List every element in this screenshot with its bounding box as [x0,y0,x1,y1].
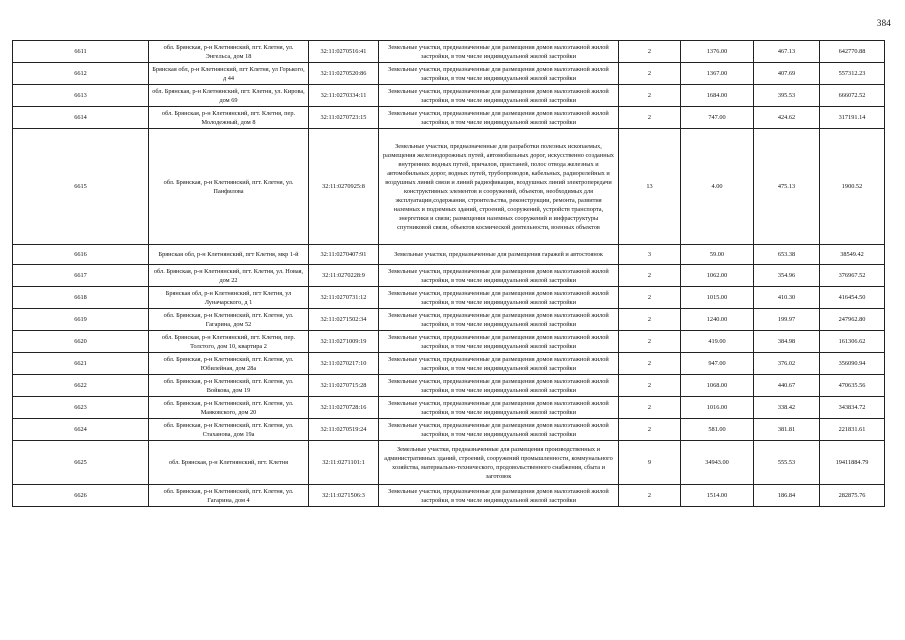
category-code-cell: 2 [619,287,681,309]
category-code-cell: 2 [619,63,681,85]
table-row [13,485,885,507]
land-use-cell: Земельные участки, предназначенные для размещения домов малоэтажной жилой застройки, в том числе индивидуальной жилой застройки [379,485,619,507]
table-row [13,85,885,107]
cadastral-number-cell: 32:11:0271502:34 [309,309,379,331]
specific-value-cell: 384.98 [754,331,820,353]
cadastral-value-cell: 38549.42 [820,245,885,265]
land-use-cell: Земельные участки, предназначенные для размещения домов малоэтажной жилой застройки, в том числе индивидуальной жилой застройки [379,107,619,129]
cadastral-value-cell: 221831.61 [820,419,885,441]
cadastral-number-cell: 32:11:0271101:1 [309,441,379,485]
cadastral-number-cell: 32:11:0270217:10 [309,353,379,375]
cadastral-value-cell: 376967.52 [820,265,885,287]
address-cell: обл. Брянская, р-н Клетнянский, пгт. Клетня, ул. Юбилейная, дом 28а [149,353,309,375]
table-row [13,63,885,85]
table-row [13,375,885,397]
category-code-cell: 13 [619,129,681,245]
row-number: 6614 [13,107,149,129]
cadastral-value-cell: 161306.62 [820,331,885,353]
category-code-cell: 2 [619,375,681,397]
category-code-cell: 2 [619,107,681,129]
cadastral-value-cell: 356090.94 [820,353,885,375]
row-number: 6617 [13,265,149,287]
page-number: 384 [876,18,891,28]
area-cell: 4.00 [681,129,754,245]
land-use-cell: Земельные участки, предназначенные для размещения домов малоэтажной жилой застройки, в том числе индивидуальной жилой застройки [379,63,619,85]
address-cell: обл. Брянская, р-н Клетнянский, пгт. Клетня, ул. Панфилова [149,129,309,245]
row-number: 6624 [13,419,149,441]
row-number: 6621 [13,353,149,375]
land-use-cell: Земельные участки, предназначенные для разработки полезных ископаемых, размещения железнодорожных путей, автомобильных дорог, искусственно созданных внутренних водных путей, причалов, пристаней, полос отвода железных и автомобильных дорог, водных путей, трубопроводов, кабельных, радиорелейных и воздушных линий связи и линий радиофикации, воздушных линий электропередачи конструктивных элементов и сооружений, объектов, необходимых для эксплуатации,содержания, строительства, реконструкции, ремонта, развития наземных и подземных зданий, строений, сооружений, устройств транспорта, энергетики и связи; размещения наземных сооружений и инфраструктуры спутниковой связи, объектов космической деятельности, военных объектов [379,129,619,245]
row-number: 6616 [13,245,149,265]
table-row [13,397,885,419]
area-cell: 947.00 [681,353,754,375]
area-cell: 419.00 [681,331,754,353]
category-code-cell: 2 [619,397,681,419]
table-row [13,129,885,245]
category-code-cell: 2 [619,85,681,107]
address-cell: Брянская обл, р-н Клетнянский, пгт Клетня, ул Горького, д 44 [149,63,309,85]
address-cell: обл. Брянская, р-н Клетнянский, пгт. Клетня, ул. Маяковского, дом 20 [149,397,309,419]
row-number: 6625 [13,441,149,485]
cadastral-number-cell: 32:11:0270723:15 [309,107,379,129]
category-code-cell: 2 [619,309,681,331]
cadastral-number-cell: 32:11:0271009:19 [309,331,379,353]
area-cell: 1684.00 [681,85,754,107]
specific-value-cell: 186.84 [754,485,820,507]
category-code-cell: 3 [619,245,681,265]
table-row [13,441,885,485]
cadastral-number-cell: 32:11:0270407:91 [309,245,379,265]
address-cell: обл. Брянская, р-н Клетнянский, пгт. Клетня, ул. Стаханова, дом 19а [149,419,309,441]
cadastral-number-cell: 32:11:0270516:41 [309,41,379,63]
row-number: 6619 [13,309,149,331]
land-use-cell: Земельные участки, предназначенные для размещения гаражей и автостоянок [379,245,619,265]
address-cell: обл. Брянская, р-н Клетнянский, пгт. Клетня, ул. Энгельса, дом 18 [149,41,309,63]
land-use-cell: Земельные участки, предназначенные для размещения домов малоэтажной жилой застройки, в том числе индивидуальной жилой застройки [379,375,619,397]
address-cell: обл. Брянская, р-н Клетнянский, пгт. Клетня, ул. Кирова, дом 69 [149,85,309,107]
category-code-cell: 2 [619,353,681,375]
cadastral-value-cell: 557312.23 [820,63,885,85]
land-use-cell: Земельные участки, предназначенные для размещения домов малоэтажной жилой застройки, в том числе индивидуальной жилой застройки [379,41,619,63]
area-cell: 1015.00 [681,287,754,309]
category-code-cell: 2 [619,419,681,441]
area-cell: 581.00 [681,419,754,441]
specific-value-cell: 407.69 [754,63,820,85]
specific-value-cell: 381.81 [754,419,820,441]
land-use-cell: Земельные участки, предназначенные для размещения домов малоэтажной жилой застройки, в том числе индивидуальной жилой застройки [379,287,619,309]
land-use-cell: Земельные участки, предназначенные для размещения домов малоэтажной жилой застройки, в том числе индивидуальной жилой застройки [379,265,619,287]
table-row [13,419,885,441]
address-cell: обл. Брянская, р-н Клетнянский, пгт. Клетня, ул. Гагарина, дом 4 [149,485,309,507]
area-cell: 1376.00 [681,41,754,63]
land-use-cell: Земельные участки, предназначенные для размещения домов малоэтажной жилой застройки, в том числе индивидуальной жилой застройки [379,353,619,375]
address-cell: обл. Брянская, р-н Клетнянский, пгт. Клетня, ул. Войкова, дом 19 [149,375,309,397]
area-cell: 1016.00 [681,397,754,419]
table-row [13,245,885,265]
address-cell: обл. Брянская, р-н Клетнянский, пгт. Клетня, пер. Толстого, дом 10, квартира 2 [149,331,309,353]
land-use-cell: Земельные участки, предназначенные для размещения домов малоэтажной жилой застройки, в том числе индивидуальной жилой застройки [379,85,619,107]
address-cell: обл. Брянская, р-н Клетнянский, пгт. Клетня, ул. Гагарина, дом 52 [149,309,309,331]
cadastral-value-cell: 1900.52 [820,129,885,245]
table-row [13,353,885,375]
row-number: 6615 [13,129,149,245]
address-cell: Брянская обл, р-н Клетнянский, пгт Клетня, мкр 1-й [149,245,309,265]
row-number: 6613 [13,85,149,107]
row-number: 6623 [13,397,149,419]
category-code-cell: 9 [619,441,681,485]
area-cell: 1367.00 [681,63,754,85]
specific-value-cell: 410.30 [754,287,820,309]
specific-value-cell: 475.13 [754,129,820,245]
land-use-cell: Земельные участки, предназначенные для размещения домов малоэтажной жилой застройки, в том числе индивидуальной жилой застройки [379,397,619,419]
cadastral-value-cell: 343834.72 [820,397,885,419]
category-code-cell: 2 [619,485,681,507]
land-use-cell: Земельные участки, предназначенные для размещения домов малоэтажной жилой застройки, в том числе индивидуальной жилой застройки [379,331,619,353]
cadastral-number-cell: 32:11:0270334:11 [309,85,379,107]
row-number: 6622 [13,375,149,397]
category-code-cell: 2 [619,331,681,353]
row-number: 6612 [13,63,149,85]
cadastral-number-cell: 32:11:0270228:9 [309,265,379,287]
cadastral-value-cell: 19411884.79 [820,441,885,485]
specific-value-cell: 354.96 [754,265,820,287]
area-cell: 34943.00 [681,441,754,485]
address-cell: обл. Брянская, р-н Клетнянский, пгт. Клетня [149,441,309,485]
table-row [13,309,885,331]
cadastral-number-cell: 32:11:0270520:86 [309,63,379,85]
specific-value-cell: 395.53 [754,85,820,107]
cadastral-value-cell: 470635.56 [820,375,885,397]
land-use-cell: Земельные участки, предназначенные для размещения домов малоэтажной жилой застройки, в том числе индивидуальной жилой застройки [379,419,619,441]
address-cell: обл. Брянская, р-н Клетнянский, пгт. Клетня, ул. Новая, дом 22 [149,265,309,287]
cadastral-value-cell: 642770.88 [820,41,885,63]
specific-value-cell: 424.62 [754,107,820,129]
cadastral-number-cell: 32:11:0270731:12 [309,287,379,309]
row-number: 6626 [13,485,149,507]
specific-value-cell: 376.02 [754,353,820,375]
category-code-cell: 2 [619,41,681,63]
row-number: 6611 [13,41,149,63]
table-row [13,41,885,63]
address-cell: Брянская обл, р-н Клетнянский, пгт Клетня, ул Луначарского, д 1 [149,287,309,309]
specific-value-cell: 338.42 [754,397,820,419]
specific-value-cell: 440.67 [754,375,820,397]
cadastral-value-cell: 247962.80 [820,309,885,331]
land-use-cell: Земельные участки, предназначенные для размещения производственных и административных зданий, строений, сооружений промышленности, коммунального хозяйства, материально-технического, продовольственного снабжения, сбыта и заготовок [379,441,619,485]
cadastral-value-table [12,40,885,507]
land-use-cell: Земельные участки, предназначенные для размещения домов малоэтажной жилой застройки, в том числе индивидуальной жилой застройки [379,309,619,331]
cadastral-number-cell: 32:11:0270519:24 [309,419,379,441]
area-cell: 1514.00 [681,485,754,507]
cadastral-value-cell: 317191.14 [820,107,885,129]
specific-value-cell: 199.97 [754,309,820,331]
address-cell: обл. Брянская, р-н Клетнянский, пгт. Клетня, пер. Молодежный, дом 8 [149,107,309,129]
category-code-cell: 2 [619,265,681,287]
row-number: 6618 [13,287,149,309]
table-row [13,265,885,287]
table-row [13,107,885,129]
area-cell: 1068.00 [681,375,754,397]
cadastral-value-cell: 282875.76 [820,485,885,507]
row-number: 6620 [13,331,149,353]
cadastral-number-cell: 32:11:0270728:16 [309,397,379,419]
table-row [13,331,885,353]
cadastral-value-cell: 666072.52 [820,85,885,107]
area-cell: 747.00 [681,107,754,129]
specific-value-cell: 555.53 [754,441,820,485]
cadastral-number-cell: 32:11:0270715:28 [309,375,379,397]
area-cell: 1062.00 [681,265,754,287]
area-cell: 1240.00 [681,309,754,331]
specific-value-cell: 467.13 [754,41,820,63]
cadastral-number-cell: 32:11:0271506:3 [309,485,379,507]
specific-value-cell: 653.38 [754,245,820,265]
table-row [13,287,885,309]
area-cell: 59.00 [681,245,754,265]
cadastral-number-cell: 32:11:0270925:8 [309,129,379,245]
cadastral-value-cell: 416454.50 [820,287,885,309]
